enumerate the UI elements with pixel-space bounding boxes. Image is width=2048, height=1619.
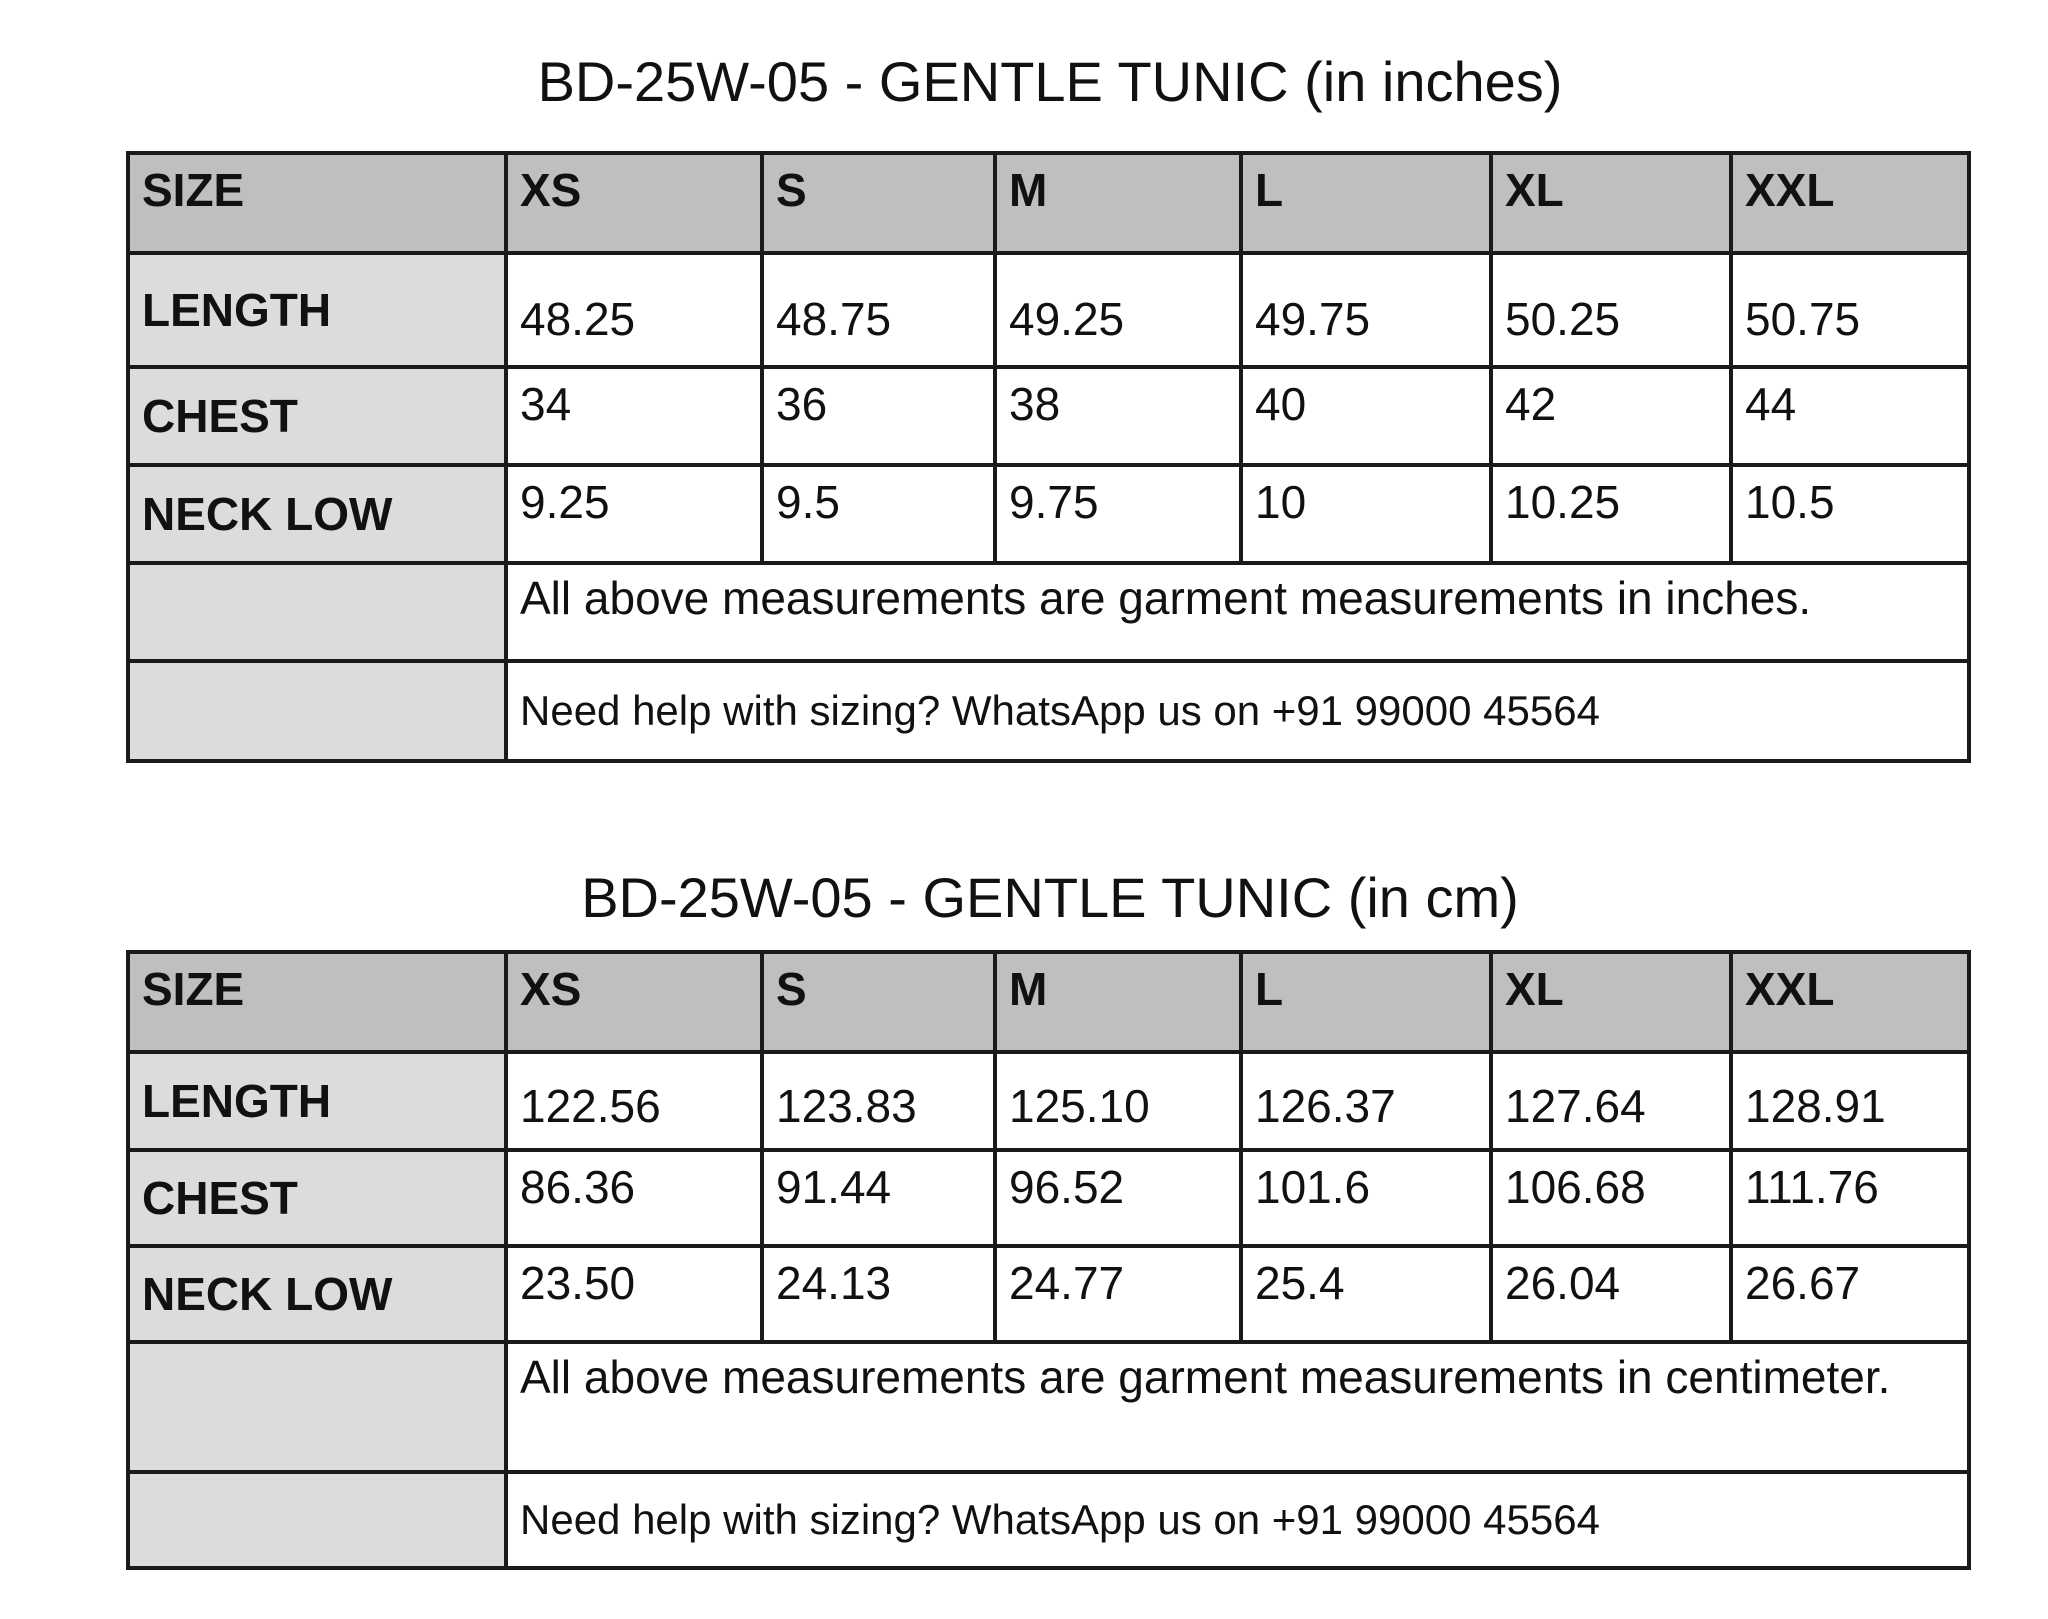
row-label-neck-low: NECK LOW — [128, 465, 506, 563]
row-label-neck-low: NECK LOW — [128, 1246, 506, 1342]
table-row-chest — [128, 367, 1969, 465]
header-cell-l: L — [1241, 952, 1491, 1052]
header-cell-m: M — [995, 153, 1241, 253]
table-row-note — [128, 1342, 1969, 1472]
value-cell: 23.50 — [506, 1246, 762, 1342]
size-chart-table-cm — [126, 950, 1971, 1570]
value-cell: 9.25 — [506, 465, 762, 563]
value-cell: 48.25 — [506, 253, 762, 367]
value-cell: 91.44 — [762, 1150, 995, 1246]
sizing-help-text: Need help with sizing? WhatsApp us on +91 99000 45564 — [506, 1472, 1969, 1568]
header-cell-xs: XS — [506, 952, 762, 1052]
value-cell: 49.75 — [1241, 253, 1491, 367]
row-label-chest: CHEST — [128, 1150, 506, 1246]
value-cell: 123.83 — [762, 1052, 995, 1150]
value-cell: 26.67 — [1731, 1246, 1969, 1342]
row-label-length: LENGTH — [128, 253, 506, 367]
value-cell: 10.25 — [1491, 465, 1731, 563]
value-cell: 38 — [995, 367, 1241, 465]
blank-label-cell — [128, 1342, 506, 1472]
value-cell: 111.76 — [1731, 1150, 1969, 1246]
value-cell: 106.68 — [1491, 1150, 1731, 1246]
value-cell: 10.5 — [1731, 465, 1969, 563]
value-cell: 9.75 — [995, 465, 1241, 563]
value-cell: 42 — [1491, 367, 1731, 465]
value-cell: 40 — [1241, 367, 1491, 465]
header-cell-s: S — [762, 153, 995, 253]
value-cell: 128.91 — [1731, 1052, 1969, 1150]
table-row-note — [128, 563, 1969, 661]
value-cell: 48.75 — [762, 253, 995, 367]
value-cell: 44 — [1731, 367, 1969, 465]
value-cell: 26.04 — [1491, 1246, 1731, 1342]
header-cell-l: L — [1241, 153, 1491, 253]
table-row-chest — [128, 1150, 1969, 1246]
value-cell: 126.37 — [1241, 1052, 1491, 1150]
value-cell: 10 — [1241, 465, 1491, 563]
header-cell-m: M — [995, 952, 1241, 1052]
value-cell: 96.52 — [995, 1150, 1241, 1246]
table-row-length — [128, 1052, 1969, 1150]
header-cell-size: SIZE — [128, 153, 506, 253]
row-label-chest: CHEST — [128, 367, 506, 465]
table-row-neck-low — [128, 1246, 1969, 1342]
value-cell: 25.4 — [1241, 1246, 1491, 1342]
value-cell: 9.5 — [762, 465, 995, 563]
table-title-inches: BD-25W-05 - GENTLE TUNIC (in inches) — [537, 50, 1563, 113]
measurement-note: All above measurements are garment measurements in inches. — [506, 563, 1969, 661]
header-cell-xl: XL — [1491, 153, 1731, 253]
value-cell: 24.13 — [762, 1246, 995, 1342]
header-cell-size: SIZE — [128, 952, 506, 1052]
measurement-note: All above measurements are garment measurements in centimeter. — [506, 1342, 1969, 1472]
header-cell-xxl: XXL — [1731, 952, 1969, 1052]
value-cell: 24.77 — [995, 1246, 1241, 1342]
value-cell: 50.25 — [1491, 253, 1731, 367]
header-cell-xxl: XXL — [1731, 153, 1969, 253]
value-cell: 101.6 — [1241, 1150, 1491, 1246]
table-row-help — [128, 661, 1969, 761]
value-cell: 34 — [506, 367, 762, 465]
row-label-length: LENGTH — [128, 1052, 506, 1150]
value-cell: 86.36 — [506, 1150, 762, 1246]
size-chart-table-inches — [126, 151, 1971, 763]
sizing-help-text: Need help with sizing? WhatsApp us on +91 99000 45564 — [506, 661, 1969, 761]
table-row-help — [128, 1472, 1969, 1568]
table-title-cm: BD-25W-05 - GENTLE TUNIC (in cm) — [581, 866, 1519, 929]
value-cell: 122.56 — [506, 1052, 762, 1150]
table-row-length — [128, 253, 1969, 367]
value-cell: 125.10 — [995, 1052, 1241, 1150]
table-row-neck-low — [128, 465, 1969, 563]
header-cell-s: S — [762, 952, 995, 1052]
value-cell: 36 — [762, 367, 995, 465]
value-cell: 50.75 — [1731, 253, 1969, 367]
value-cell: 127.64 — [1491, 1052, 1731, 1150]
blank-label-cell — [128, 563, 506, 661]
blank-label-cell — [128, 661, 506, 761]
header-cell-xl: XL — [1491, 952, 1731, 1052]
table-header-row — [128, 153, 1969, 253]
blank-label-cell — [128, 1472, 506, 1568]
value-cell: 49.25 — [995, 253, 1241, 367]
table-header-row — [128, 952, 1969, 1052]
header-cell-xs: XS — [506, 153, 762, 253]
